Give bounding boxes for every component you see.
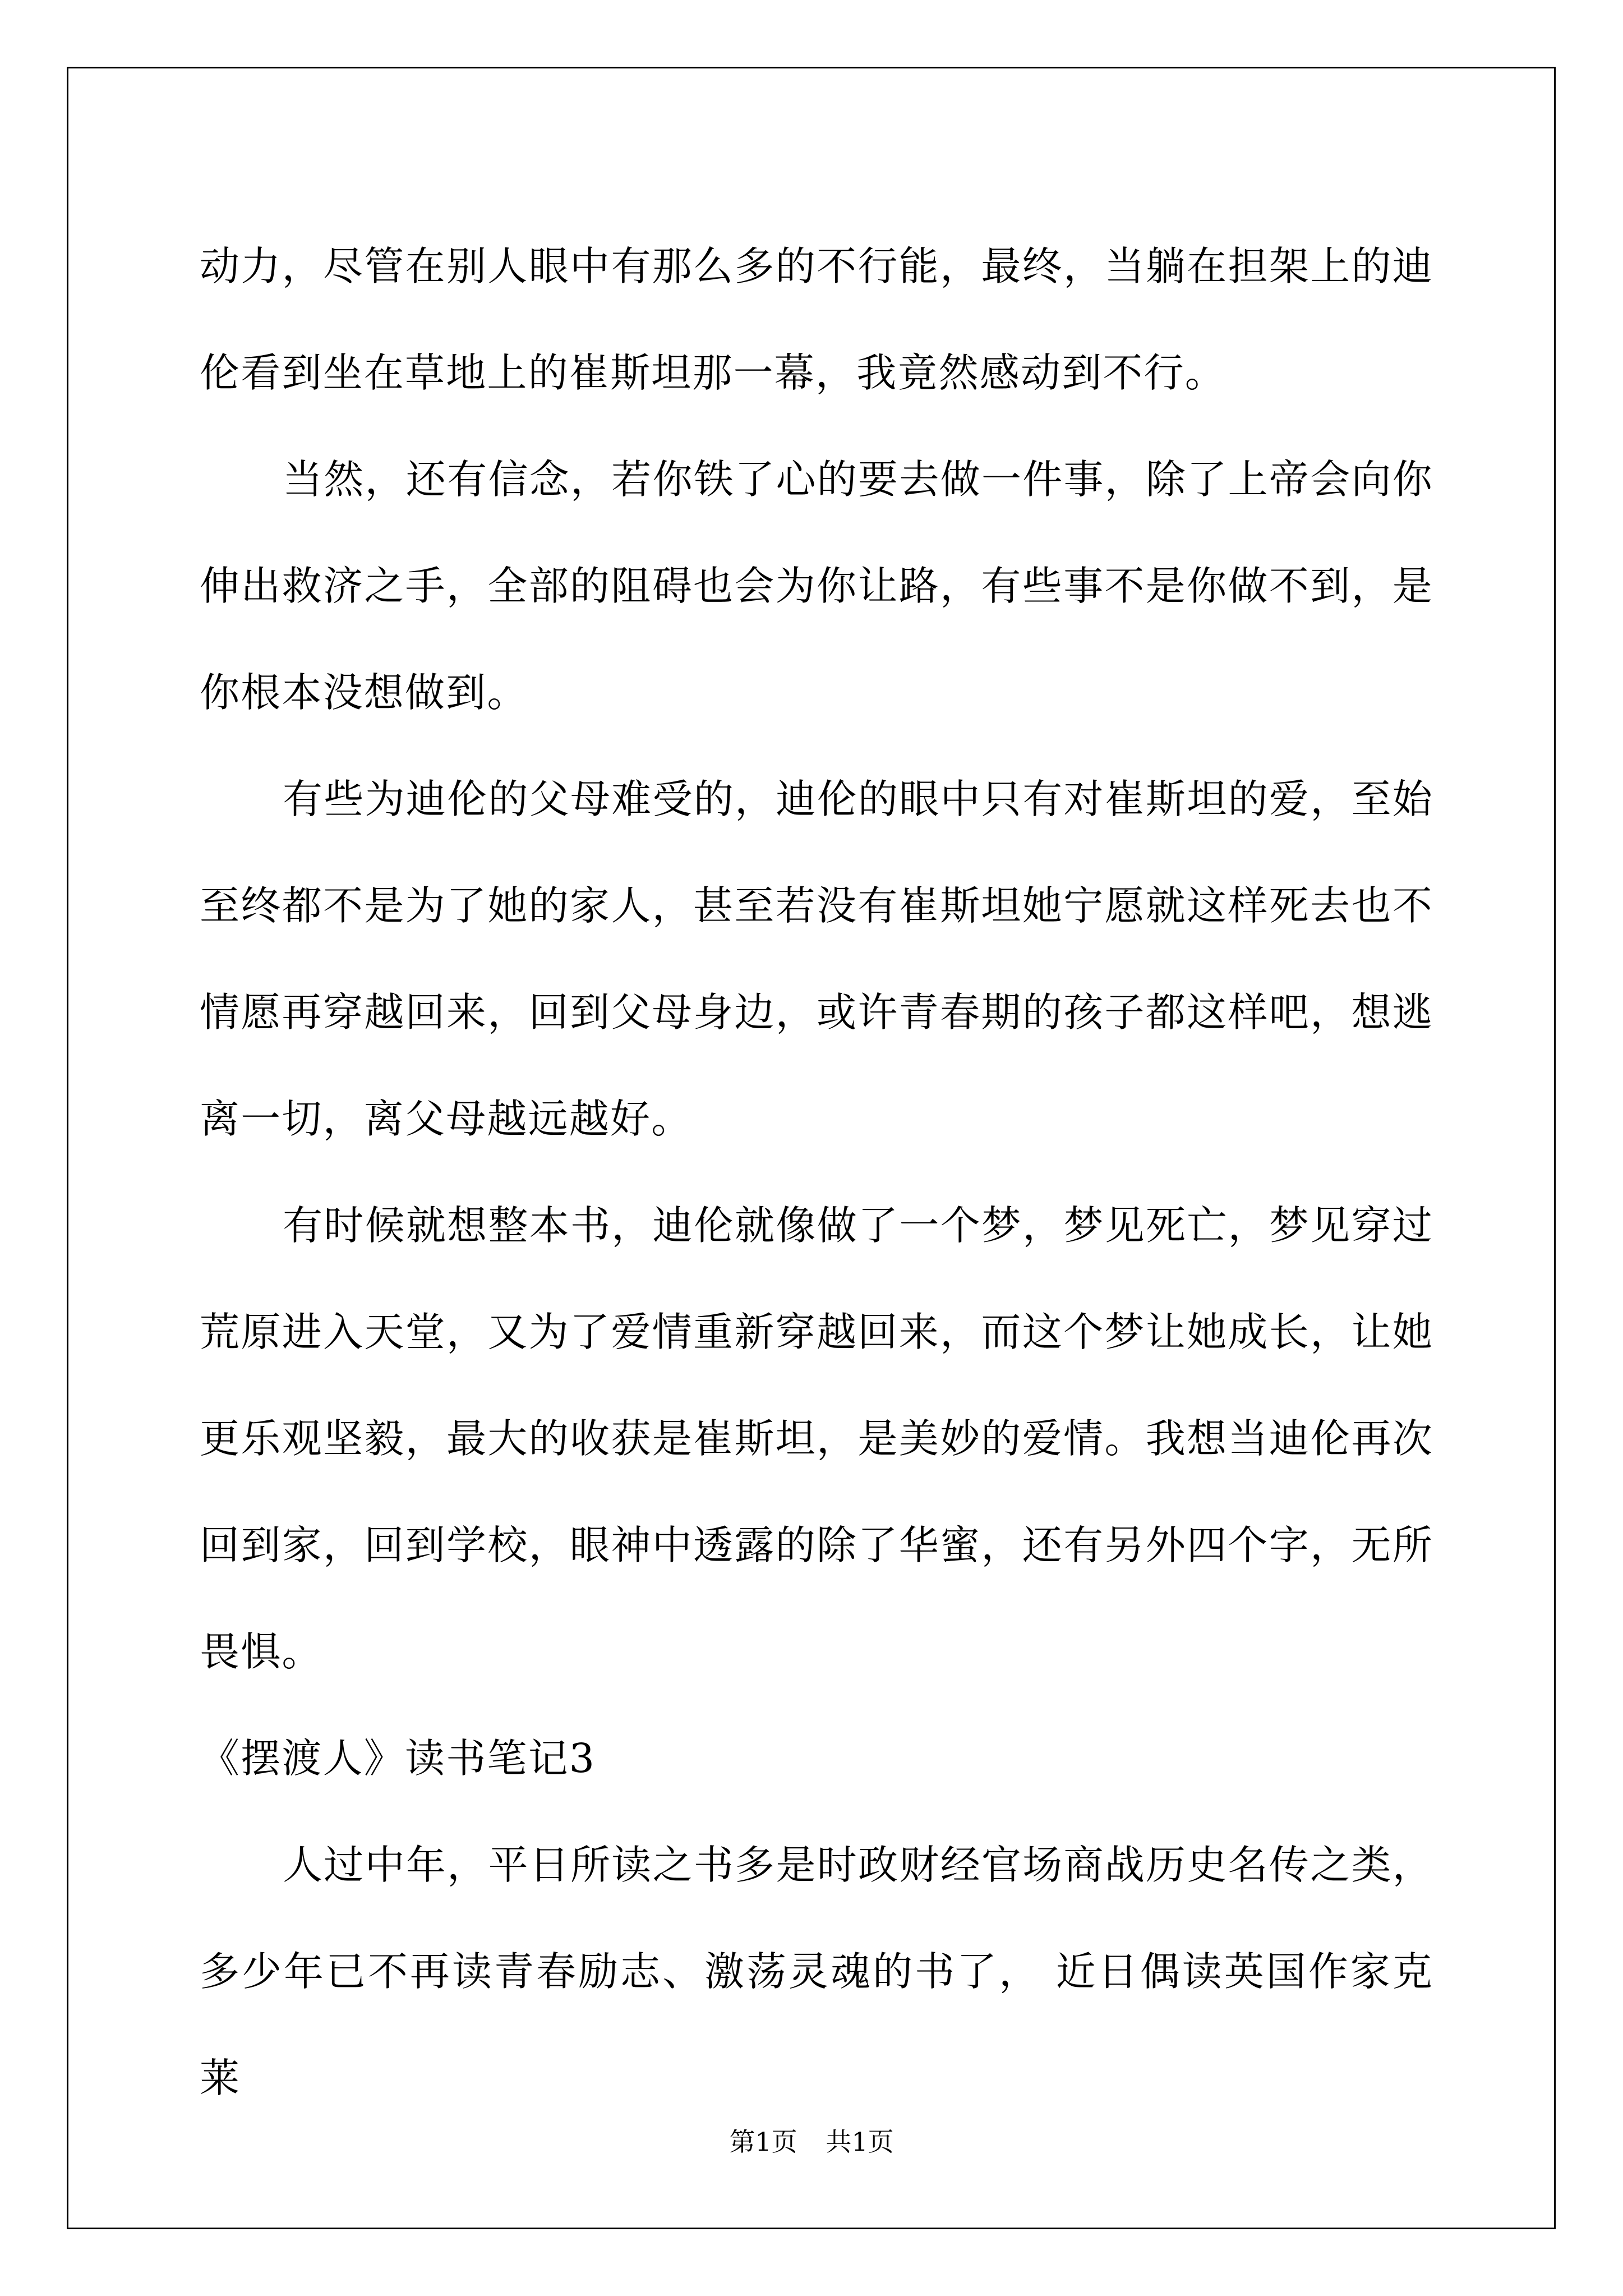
paragraph: 人过中年，平日所读之书多是时政财经官场商战历史名传之类，多少年已不再读青春励志、激荡灵魂的书了， 近日偶读英国作家克莱 xyxy=(200,1842,1433,2101)
paragraph: 有些为迪伦的父母难受的，迪伦的眼中只有对崔斯坦的爱，至始至终都不是为了她的家人，甚至若没有崔斯坦她宁愿就这样死去也不情愿再穿越回来，回到父母身边，或许青春期的孩子都这样吧，想逃离一切，离父母越远越好。 xyxy=(200,776,1433,1142)
page-number: 第1页 xyxy=(729,2127,797,2157)
paragraph: 有时候就想整本书，迪伦就像做了一个梦，梦见死亡，梦见穿过荒原进入天堂，又为了爱情重新穿越回来，而这个梦让她成长，让她更乐观坚毅，最大的收获是崔斯坦，是美妙的爱情。我想当迪伦再次回到家，回到学校，眼神中透露的除了华蜜，还有另外四个字，无所畏惧。 xyxy=(200,1202,1433,1675)
paragraph: 动力，尽管在别人眼中有那么多的不行能，最终，当躺在担架上的迪伦看到坐在草地上的崔斯坦那一幕，我竟然感动到不行。 xyxy=(200,243,1433,396)
paragraph: 当然，还有信念，若你铁了心的要去做一件事，除了上帝会向你伸出救济之手，全部的阻碍也会为你让路，有些事不是你做不到，是你根本没想做到。 xyxy=(200,456,1433,716)
document-body xyxy=(200,213,1433,2132)
page-total: 共1页 xyxy=(826,2127,894,2157)
section-title: 《摆渡人》读书笔记3 xyxy=(200,1735,596,1782)
page-footer xyxy=(0,2125,1623,2159)
